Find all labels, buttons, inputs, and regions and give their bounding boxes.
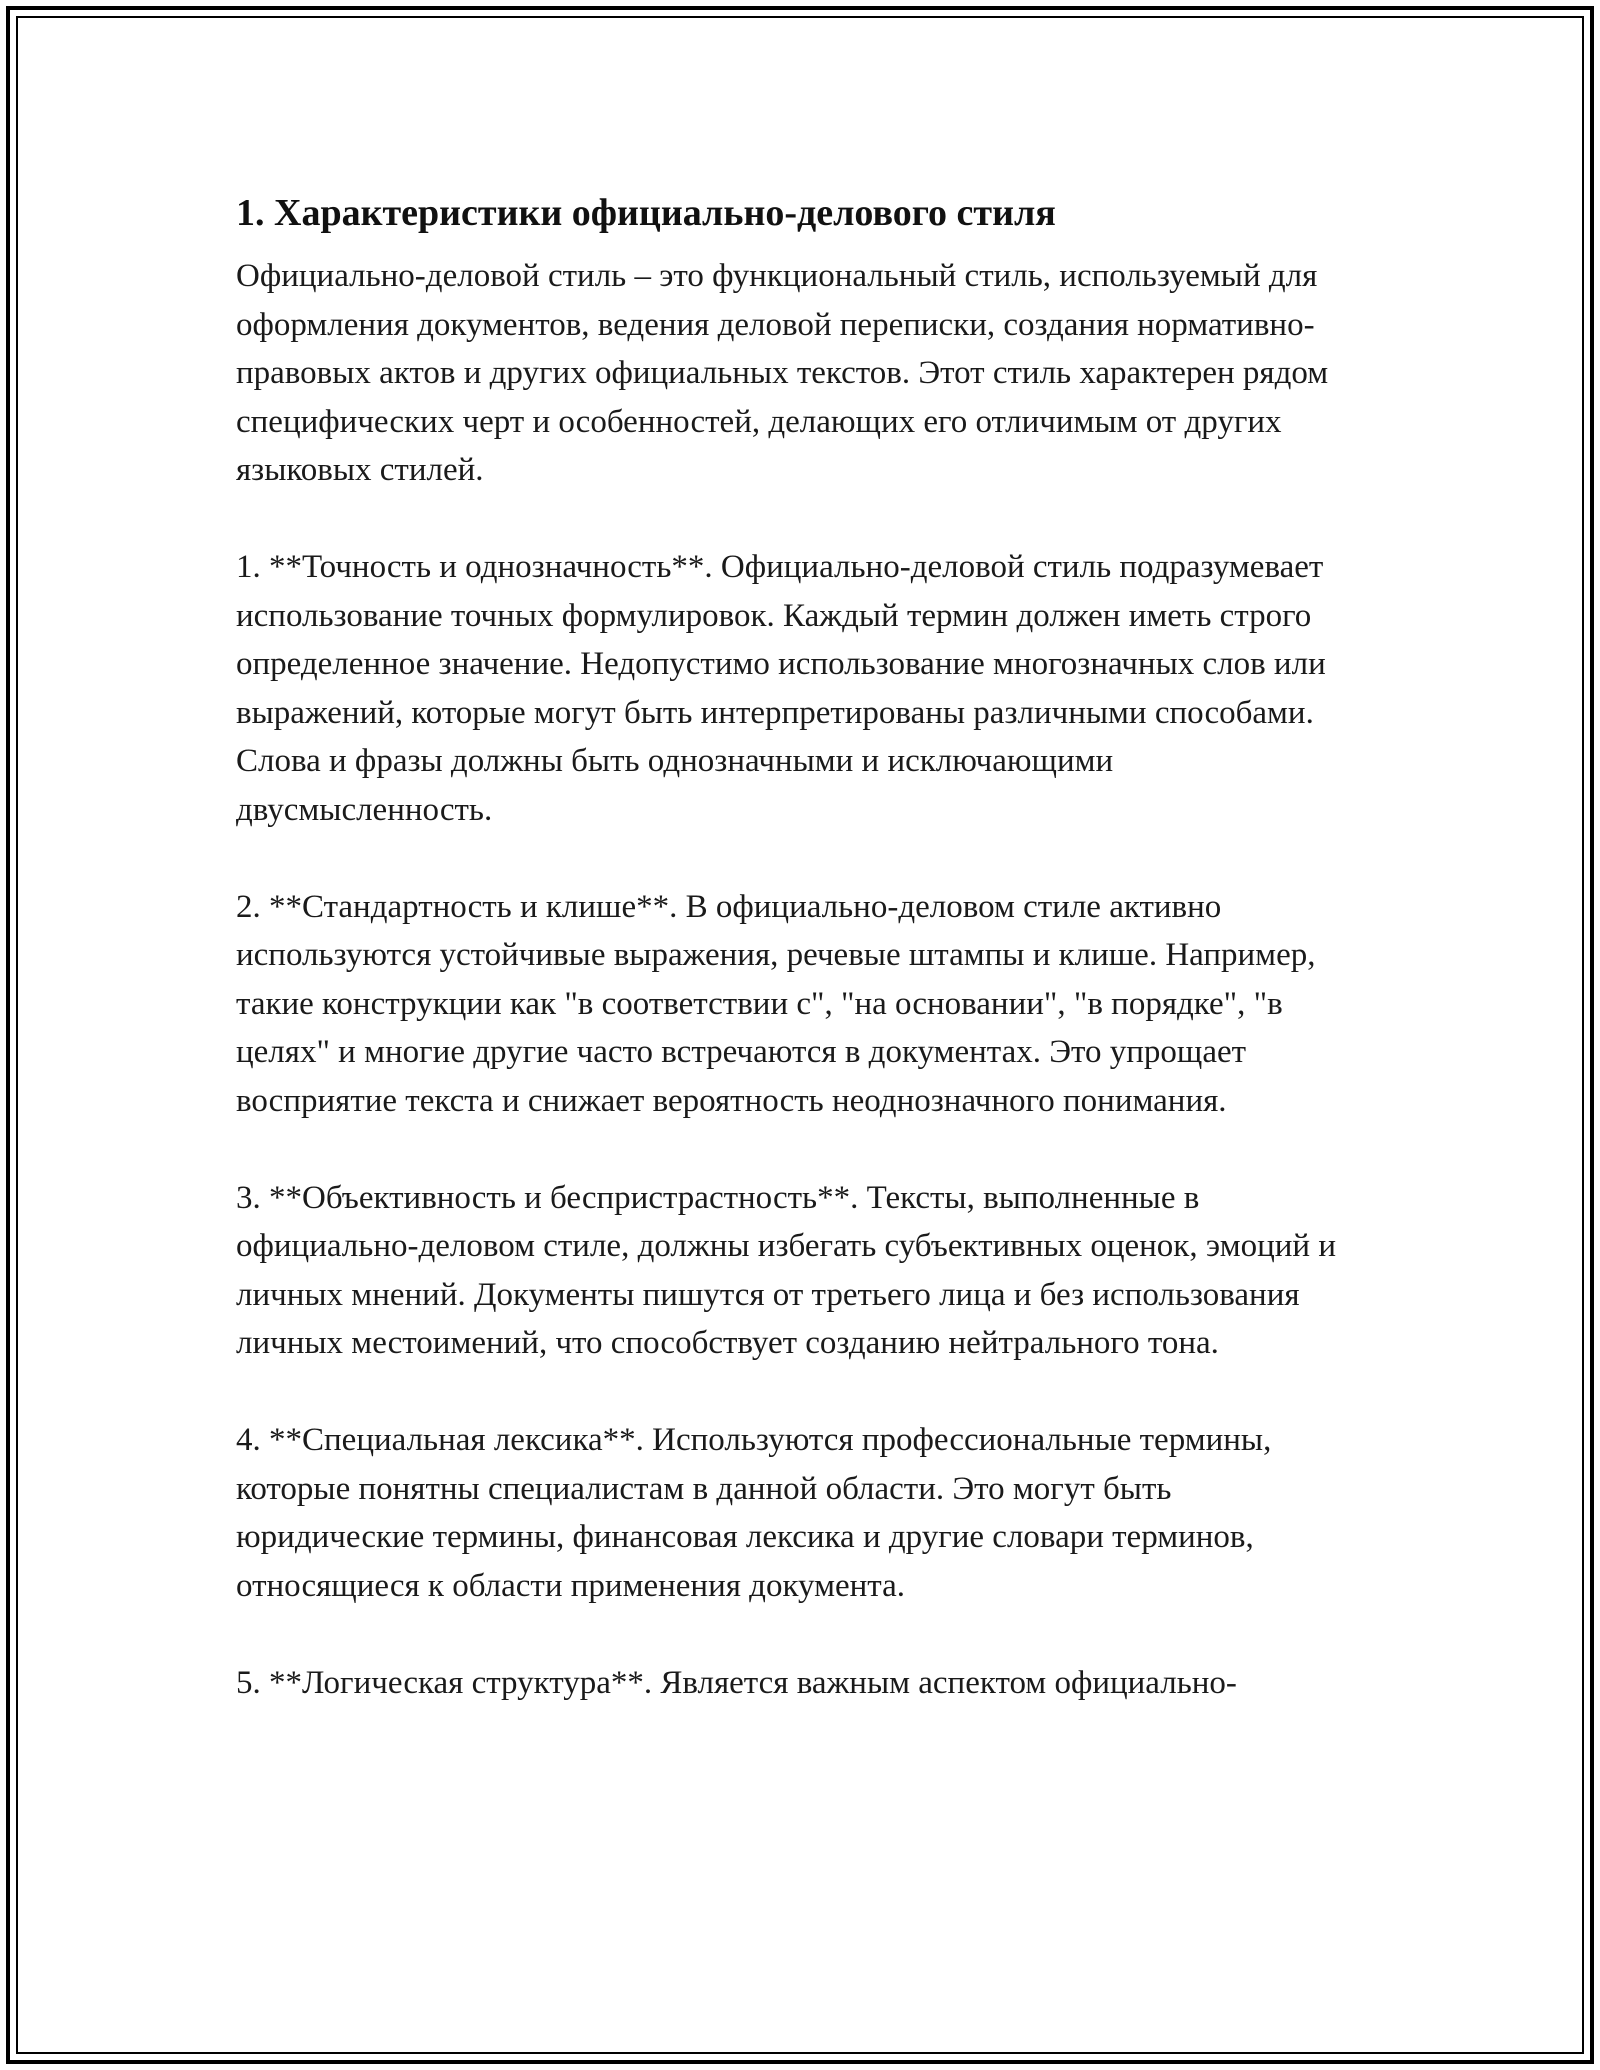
list-item-standardization: 2. **Стандартность и клише**. В официально-деловом стиле активно используются устойчивые выражения, речевые штампы и клише. Например, такие конструкции как "в соответствии с", "на основании", "в порядке", "в целях" и многие другие часто встречаются в документах. Это упрощает восприятие текста и снижает вероятность неоднозначного понимания. — [236, 888, 1316, 1119]
list-item-special-vocabulary: 4. **Специальная лексика**. Используются профессиональные термины, которые понятны специалистам в данной области. Это могут быть юридические термины, финансовая лексика и другие словари терминов, относящиеся к области применения документа. — [236, 1422, 1272, 1604]
page-title: 1. Характеристики официально-делового стиля — [236, 192, 1056, 234]
list-item-accuracy: 1. **Точность и однозначность**. Официально-деловой стиль подразумевает использование точных формулировок. Каждый термин должен иметь строго определенное значение. Недопустимо использование многозначных слов или выражений, которые могут быть интерпретированы различными способами. Слова и фразы должны быть однозначными и исключающими двусмысленность. — [236, 549, 1326, 828]
list-item-logical-structure: 5. **Логическая структура**. Является важным аспектом официально- — [236, 1664, 1237, 1701]
intro-paragraph: Официально-деловой стиль – это функциональный стиль, используемый для оформления документов, ведения деловой переписки, создания нормативно-правовых актов и других официальных текстов. Этот стиль характерен рядом специфических черт и особенностей, делающих его отличимым от других языковых стилей. — [236, 258, 1329, 488]
document-body — [236, 186, 1366, 1707]
list-item-objectivity: 3. **Объективность и беспристрастность**. Тексты, выполненные в официально-деловом стиле, должны избегать субъективных оценок, эмоций и личных мнений. Документы пишутся от третьего лица и без использования личных местоимений, что способствует созданию нейтрального тона. — [236, 1179, 1336, 1361]
